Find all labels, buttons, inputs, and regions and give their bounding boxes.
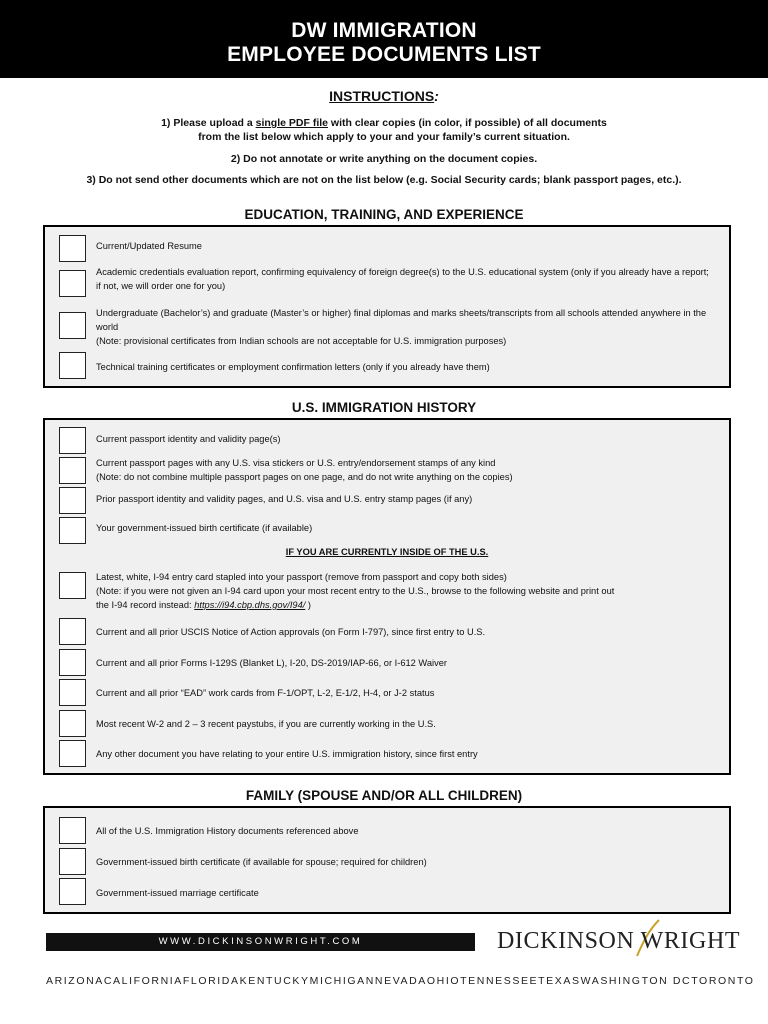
- item-note-link-line: [96, 598, 715, 612]
- item-text: Current and all prior USCIS Notice of Action approvals (on Form I-797), since first entry to U.S.: [96, 627, 486, 637]
- checkbox[interactable]: [59, 848, 86, 875]
- item-text: Most recent W-2 and 2 – 3 recent paystubs, if you are currently working in the U.S.: [96, 719, 436, 729]
- history-checklist: [43, 418, 731, 775]
- location-item: ARIZONA: [46, 975, 104, 987]
- item-text: Any other document you have relating to your entire U.S. immigration history, since first entry: [96, 749, 478, 759]
- item-text: Current and all prior Forms I-129S (Blanket L), I-20, DS-2019/IAP-66, or I-612 Waiver: [96, 658, 448, 668]
- instructions-title-text: INSTRUCTIONS: [329, 88, 435, 104]
- item-text: Prior passport identity and validity pages, and U.S. visa and U.S. entry stamp pages (if any): [96, 494, 473, 504]
- instruction-2: 2) Do not annotate or write anything on the document copies.: [230, 153, 538, 165]
- header-title-line1: DW IMMIGRATION: [291, 19, 477, 42]
- checkbox[interactable]: [59, 312, 86, 339]
- section-title-history: U.S. IMMIGRATION HISTORY: [291, 400, 477, 415]
- instructions-title: [0, 88, 768, 104]
- checkbox[interactable]: [59, 457, 86, 484]
- item-text: Undergraduate (Bachelor’s) and graduate (Master’s or higher) final diplomas and marks sheets/transcripts from all schools attended anywhere in the world: [96, 308, 707, 332]
- item-note-link-suffix: ): [305, 600, 312, 610]
- item-text: Current/Updated Resume: [96, 241, 202, 251]
- checkbox[interactable]: [59, 517, 86, 544]
- dickinson-wright-logo: [497, 918, 741, 958]
- website-banner[interactable]: WWW.DICKINSONWRIGHT.COM: [46, 933, 475, 951]
- location-item: CALIFORNIA: [103, 975, 183, 987]
- location-item: TENNESSEE: [460, 975, 539, 987]
- section-title-family: FAMILY (SPOUSE AND/OR ALL CHILDREN): [245, 788, 523, 803]
- education-checklist: [43, 225, 731, 388]
- section-title-education: EDUCATION, TRAINING, AND EXPERIENCE: [244, 207, 524, 222]
- item-text: Your government-issued birth certificate (if available): [96, 523, 313, 533]
- item-text: All of the U.S. Immigration History documents referenced above: [96, 826, 359, 836]
- checkbox[interactable]: [59, 679, 86, 706]
- item-note: (Note: provisional certificates from Indian schools are not acceptable for U.S. immigration purposes): [96, 336, 507, 346]
- item-text: Current passport identity and validity page(s): [96, 434, 281, 444]
- item-text: Technical training certificates or employment confirmation letters (only if you already have them): [96, 362, 490, 372]
- item-note-link-prefix: the I-94 record instead:: [96, 600, 195, 610]
- checkbox[interactable]: [59, 427, 86, 454]
- checkbox[interactable]: [59, 710, 86, 737]
- family-checklist: [43, 806, 731, 914]
- instruction-1-pre: 1) Please upload a: [161, 117, 256, 129]
- instruction-3: 3) Do not send other documents which are not on the list below (e.g. Social Security cards; blank passport pages, etc.).: [86, 174, 682, 186]
- checkbox[interactable]: [59, 740, 86, 767]
- instruction-1-highlight: single PDF file: [255, 117, 328, 129]
- location-item: OHIO: [426, 975, 461, 987]
- location-item: WASHINGTON DC: [580, 975, 692, 987]
- item-text: Government-issued birth certificate (if available for spouse; required for children): [96, 857, 427, 867]
- logo-text: DICKINSON WRIGHT: [497, 928, 741, 954]
- instruction-1: [0, 116, 768, 144]
- item-text: Academic credentials evaluation report, confirming equivalency of foreign degree(s) to the U.S. educational system (only if you already have a report; if not, we will order one for you): [96, 267, 709, 291]
- office-locations: [46, 975, 755, 987]
- checkbox[interactable]: [59, 817, 86, 844]
- location-item: MICHIGAN: [309, 975, 375, 987]
- instruction-1-line2: from the list below which apply to your and your family’s current situation.: [198, 131, 570, 143]
- inside-us-subheading: IF YOU ARE CURRENTLY INSIDE OF THE U.S.: [285, 547, 489, 557]
- instructions-title-suffix: :: [434, 88, 439, 104]
- item-note: (Note: if you were not given an I-94 card upon your most recent entry to the U.S., browse to the following website and print out: [96, 586, 615, 596]
- instruction-1-post: with clear copies (in color, if possible) of all documents: [328, 117, 607, 129]
- checkbox[interactable]: [59, 649, 86, 676]
- i94-website-link[interactable]: https://i94.cbp.dhs.gov/I94/: [194, 600, 306, 610]
- checkbox[interactable]: [59, 270, 86, 297]
- item-text: Government-issued marriage certificate: [96, 888, 259, 898]
- item-text: Current and all prior “EAD” work cards from F-1/OPT, L-2, E-1/2, H-4, or J-2 status: [96, 688, 435, 698]
- location-item: TORONTO: [691, 975, 755, 987]
- item-text: Latest, white, I-94 entry card stapled into your passport (remove from passport and copy both sides): [96, 572, 507, 582]
- checkbox[interactable]: [59, 878, 86, 905]
- item-note: (Note: do not combine multiple passport pages on one page, and do not write anything on the copies): [96, 472, 513, 482]
- checkbox[interactable]: [59, 487, 86, 514]
- location-item: TEXAS: [538, 975, 581, 987]
- location-item: NEVADA: [374, 975, 427, 987]
- item-text: Current passport pages with any U.S. visa stickers or U.S. entry/endorsement stamps of any kind: [96, 458, 496, 468]
- checkbox[interactable]: [59, 618, 86, 645]
- document-header: [0, 0, 768, 78]
- checkbox[interactable]: [59, 235, 86, 262]
- location-item: KENTUCKY: [239, 975, 310, 987]
- header-title-line2: EMPLOYEE DOCUMENTS LIST: [227, 43, 541, 66]
- location-item: FLORIDA: [182, 975, 240, 987]
- checkbox[interactable]: [59, 572, 86, 599]
- checkbox[interactable]: [59, 352, 86, 379]
